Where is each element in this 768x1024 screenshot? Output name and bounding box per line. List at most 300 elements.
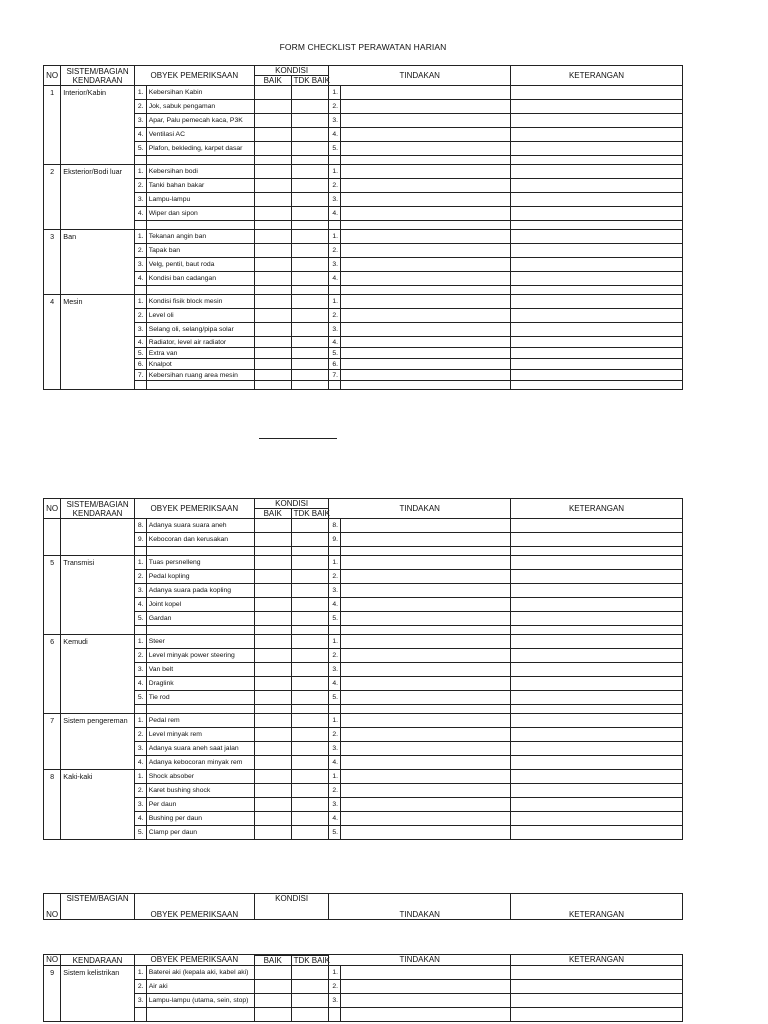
tindakan-cell[interactable] bbox=[341, 295, 511, 309]
header-kondisi: KONDISI bbox=[254, 499, 329, 509]
tdk-baik-cell[interactable] bbox=[291, 165, 329, 179]
table-row: 3. Selang oli, selang/pipa solar 3. bbox=[44, 323, 683, 337]
baik-cell[interactable] bbox=[254, 165, 291, 179]
tindakan-cell[interactable] bbox=[341, 980, 511, 994]
header-sistem: SISTEM/BAGIAN KENDARAAN bbox=[61, 66, 135, 86]
keterangan-cell[interactable] bbox=[511, 128, 683, 142]
tindakan-cell[interactable] bbox=[341, 179, 511, 193]
tindakan-cell[interactable] bbox=[341, 584, 511, 598]
item-label: Kebersihan ruang area mesin bbox=[146, 370, 254, 381]
header-keterangan: KETERANGAN bbox=[511, 894, 683, 920]
baik-cell[interactable] bbox=[254, 258, 291, 272]
baik-cell[interactable] bbox=[254, 742, 291, 756]
item-label: Adanya suara pada kopling bbox=[146, 584, 254, 598]
tdk-baik-cell[interactable] bbox=[291, 770, 329, 784]
baik-cell[interactable] bbox=[254, 714, 291, 728]
tdk-baik-cell[interactable] bbox=[291, 966, 329, 980]
keterangan-cell[interactable] bbox=[511, 966, 683, 980]
tindakan-cell[interactable] bbox=[341, 370, 511, 381]
tindakan-cell[interactable] bbox=[341, 193, 511, 207]
keterangan-cell[interactable] bbox=[511, 770, 683, 784]
section-name: Ban bbox=[61, 230, 135, 295]
table-row: 3. Per daun 3. bbox=[44, 798, 683, 812]
keterangan-cell[interactable] bbox=[511, 584, 683, 598]
table-row: 3. Apar, Palu pemecah kaca, P3K 3. bbox=[44, 114, 683, 128]
tindakan-cell[interactable] bbox=[341, 207, 511, 221]
item-label: Tekanan angin ban bbox=[146, 230, 254, 244]
table-row: 5 Transmisi 1. Tuas persnelleng 1. bbox=[44, 556, 683, 570]
baik-cell[interactable] bbox=[254, 994, 291, 1008]
tdk-baik-cell[interactable] bbox=[291, 323, 329, 337]
baik-cell[interactable] bbox=[254, 114, 291, 128]
tdk-baik-cell[interactable] bbox=[291, 193, 329, 207]
keterangan-cell[interactable] bbox=[511, 272, 683, 286]
tdk-baik-cell[interactable] bbox=[291, 114, 329, 128]
tindakan-cell[interactable] bbox=[341, 826, 511, 840]
table-row: 4. Radiator, level air radiator 4. bbox=[44, 337, 683, 348]
keterangan-cell[interactable] bbox=[511, 812, 683, 826]
tindakan-cell[interactable] bbox=[341, 165, 511, 179]
keterangan-cell[interactable] bbox=[511, 728, 683, 742]
section-no: 7 bbox=[44, 714, 61, 770]
baik-cell[interactable] bbox=[254, 142, 291, 156]
tdk-baik-cell[interactable] bbox=[291, 295, 329, 309]
tindakan-cell[interactable] bbox=[341, 798, 511, 812]
section-name: Eksterior/Bodi luar bbox=[61, 165, 135, 230]
tdk-baik-cell[interactable] bbox=[291, 714, 329, 728]
header-tdk-baik: TDK BAIK bbox=[291, 509, 329, 519]
tindakan-cell[interactable] bbox=[341, 570, 511, 584]
checklist-table-3 bbox=[43, 955, 684, 1024]
table-row: 4. Bushing per daun 4. bbox=[44, 812, 683, 826]
keterangan-cell[interactable] bbox=[511, 612, 683, 626]
tdk-baik-cell[interactable] bbox=[291, 980, 329, 994]
table-row: 4. Joint kopel 4. bbox=[44, 598, 683, 612]
tindakan-cell[interactable] bbox=[341, 258, 511, 272]
item-label: Lampu-lampu (utama, sein, stop) bbox=[146, 994, 254, 1008]
section-no: 2 bbox=[44, 165, 61, 230]
baik-cell[interactable] bbox=[254, 570, 291, 584]
keterangan-cell[interactable] bbox=[511, 100, 683, 114]
spacer-row bbox=[44, 705, 683, 714]
item-label: Kondisi fisik block mesin bbox=[146, 295, 254, 309]
keterangan-cell[interactable] bbox=[511, 207, 683, 221]
keterangan-cell[interactable] bbox=[511, 244, 683, 258]
keterangan-cell[interactable] bbox=[511, 348, 683, 359]
tindakan-cell[interactable] bbox=[341, 635, 511, 649]
section-no: 8 bbox=[44, 770, 61, 840]
baik-cell[interactable] bbox=[254, 812, 291, 826]
baik-cell[interactable] bbox=[254, 649, 291, 663]
tindakan-cell[interactable] bbox=[341, 742, 511, 756]
section-name: Kaki-kaki bbox=[61, 770, 135, 840]
header-kondisi: KONDISI bbox=[254, 66, 329, 76]
keterangan-cell[interactable] bbox=[511, 756, 683, 770]
tindakan-cell[interactable] bbox=[341, 519, 511, 533]
tindakan-cell[interactable] bbox=[341, 128, 511, 142]
keterangan-cell[interactable] bbox=[511, 980, 683, 994]
baik-cell[interactable] bbox=[254, 323, 291, 337]
tindakan-cell[interactable] bbox=[341, 556, 511, 570]
page-title: FORM CHECKLIST PERAWATAN HARIAN bbox=[279, 42, 447, 52]
tdk-baik-cell[interactable] bbox=[291, 230, 329, 244]
tdk-baik-cell[interactable] bbox=[291, 756, 329, 770]
table-row: 5. Clamp per daun 5. bbox=[44, 826, 683, 840]
table-row: 7. Kebersihan ruang area mesin 7. bbox=[44, 370, 683, 381]
item-label: Adanya suara suara aneh bbox=[146, 519, 254, 533]
table-row: 5. Extra van 5. bbox=[44, 348, 683, 359]
baik-cell[interactable] bbox=[254, 244, 291, 258]
keterangan-cell[interactable] bbox=[511, 114, 683, 128]
tindakan-cell[interactable] bbox=[341, 598, 511, 612]
keterangan-cell[interactable] bbox=[511, 649, 683, 663]
keterangan-cell[interactable] bbox=[511, 309, 683, 323]
keterangan-cell[interactable] bbox=[511, 598, 683, 612]
table-row bbox=[44, 1008, 683, 1022]
tdk-baik-cell[interactable] bbox=[291, 677, 329, 691]
tdk-baik-cell[interactable] bbox=[291, 784, 329, 798]
tindakan-cell[interactable] bbox=[341, 663, 511, 677]
table-row: 2. Air aki 2. bbox=[44, 980, 683, 994]
tdk-baik-cell[interactable] bbox=[291, 533, 329, 547]
table-row: 9 Sistem kelistrikan 1. Baterei aki (kepala aki, kabel aki) 1. bbox=[44, 966, 683, 980]
tindakan-cell[interactable] bbox=[341, 533, 511, 547]
table-row: 2. Tanki bahan bakar 2. bbox=[44, 179, 683, 193]
item-label: Knalpot bbox=[146, 359, 254, 370]
baik-cell[interactable] bbox=[254, 272, 291, 286]
keterangan-cell[interactable] bbox=[511, 519, 683, 533]
keterangan-cell[interactable] bbox=[511, 337, 683, 348]
table-row: 2 Eksterior/Bodi luar 1. Kebersihan bodi 1. bbox=[44, 165, 683, 179]
item-label: Velg, pentil, baut roda bbox=[146, 258, 254, 272]
table-row: 3. Velg, pentil, baut roda 3. bbox=[44, 258, 683, 272]
keterangan-cell[interactable] bbox=[511, 323, 683, 337]
item-label: Selang oli, selang/pipa solar bbox=[146, 323, 254, 337]
section-name: Kemudi bbox=[61, 635, 135, 714]
tdk-baik-cell[interactable] bbox=[291, 244, 329, 258]
keterangan-cell[interactable] bbox=[511, 165, 683, 179]
table-row: 2. Level minyak rem 2. bbox=[44, 728, 683, 742]
table-row: 3. Van belt 3. bbox=[44, 663, 683, 677]
tindakan-cell[interactable] bbox=[341, 100, 511, 114]
item-label: Karet bushing shock bbox=[146, 784, 254, 798]
tindakan-cell[interactable] bbox=[341, 770, 511, 784]
item-label: Clamp per daun bbox=[146, 826, 254, 840]
header-tindakan: TINDAKAN bbox=[329, 499, 511, 519]
item-label: Shock absober bbox=[146, 770, 254, 784]
baik-cell[interactable] bbox=[254, 691, 291, 705]
tindakan-cell[interactable] bbox=[341, 756, 511, 770]
section-no: 6 bbox=[44, 635, 61, 714]
item-label: Pedal kopling bbox=[146, 570, 254, 584]
tindakan-cell[interactable] bbox=[341, 994, 511, 1008]
item-label: Jok, sabuk pengaman bbox=[146, 100, 254, 114]
tindakan-cell[interactable] bbox=[341, 142, 511, 156]
table-row: 2. Jok, sabuk pengaman 2. bbox=[44, 100, 683, 114]
section-no: 1 bbox=[44, 86, 61, 165]
tindakan-cell[interactable] bbox=[341, 784, 511, 798]
header-no: NO bbox=[44, 66, 61, 86]
baik-cell[interactable] bbox=[254, 784, 291, 798]
tdk-baik-cell[interactable] bbox=[291, 128, 329, 142]
tindakan-cell[interactable] bbox=[341, 337, 511, 348]
tdk-baik-cell[interactable] bbox=[291, 798, 329, 812]
header-keterangan: KETERANGAN bbox=[511, 955, 683, 966]
tdk-baik-cell[interactable] bbox=[291, 142, 329, 156]
baik-cell[interactable] bbox=[254, 128, 291, 142]
item-label: Kondisi ban cadangan bbox=[146, 272, 254, 286]
keterangan-cell[interactable] bbox=[511, 714, 683, 728]
tdk-baik-cell[interactable] bbox=[291, 370, 329, 381]
header-sistem: SISTEM/BAGIAN KENDARAAN bbox=[61, 499, 135, 519]
item-label: Lampu-lampu bbox=[146, 193, 254, 207]
tdk-baik-cell[interactable] bbox=[291, 86, 329, 100]
baik-cell[interactable] bbox=[254, 179, 291, 193]
tindakan-cell[interactable] bbox=[341, 244, 511, 258]
item-label: Bushing per daun bbox=[146, 812, 254, 826]
baik-cell[interactable] bbox=[254, 966, 291, 980]
tindakan-cell[interactable] bbox=[341, 114, 511, 128]
table-row: 4. Wiper dan sipon 4. bbox=[44, 207, 683, 221]
checklist-table-2 bbox=[43, 498, 683, 840]
baik-cell[interactable] bbox=[254, 370, 291, 381]
tdk-baik-cell[interactable] bbox=[291, 994, 329, 1008]
baik-cell[interactable] bbox=[254, 207, 291, 221]
baik-cell[interactable] bbox=[254, 756, 291, 770]
tdk-baik-cell[interactable] bbox=[291, 337, 329, 348]
spacer-row bbox=[44, 156, 683, 165]
header-tindakan: TINDAKAN bbox=[329, 66, 511, 86]
baik-cell[interactable] bbox=[254, 295, 291, 309]
item-label: Extra van bbox=[146, 348, 254, 359]
keterangan-cell[interactable] bbox=[511, 295, 683, 309]
table-row: 3. Adanya suara pada kopling 3. bbox=[44, 584, 683, 598]
item-label: Tapak ban bbox=[146, 244, 254, 258]
header-tindakan: TINDAKAN bbox=[329, 955, 511, 966]
keterangan-cell[interactable] bbox=[511, 370, 683, 381]
table-row: 3. Lampu-lampu (utama, sein, stop) 3. bbox=[44, 994, 683, 1008]
section-no: 5 bbox=[44, 556, 61, 635]
table-row: 2. Tapak ban 2. bbox=[44, 244, 683, 258]
header-no: NO bbox=[44, 955, 61, 966]
header-keterangan: KETERANGAN bbox=[511, 499, 683, 519]
keterangan-cell[interactable] bbox=[511, 663, 683, 677]
keterangan-cell[interactable] bbox=[511, 570, 683, 584]
section-no bbox=[44, 519, 61, 556]
table-row: 6. Knalpot 6. bbox=[44, 359, 683, 370]
tindakan-cell[interactable] bbox=[341, 649, 511, 663]
table-row: 5. Gardan 5. bbox=[44, 612, 683, 626]
keterangan-cell[interactable] bbox=[511, 193, 683, 207]
spacer-row bbox=[44, 221, 683, 230]
tdk-baik-cell[interactable] bbox=[291, 519, 329, 533]
tindakan-cell[interactable] bbox=[341, 677, 511, 691]
baik-cell[interactable] bbox=[254, 980, 291, 994]
section-name: Sistem pengereman bbox=[61, 714, 135, 770]
keterangan-cell[interactable] bbox=[511, 556, 683, 570]
item-label: Ventilasi AC bbox=[146, 128, 254, 142]
item-label: Van belt bbox=[146, 663, 254, 677]
table-row: 3. Adanya suara aneh saat jalan 3. bbox=[44, 742, 683, 756]
baik-cell[interactable] bbox=[254, 519, 291, 533]
section-no: 4 bbox=[44, 295, 61, 390]
header-baik: BAIK bbox=[254, 956, 291, 966]
tdk-baik-cell[interactable] bbox=[291, 100, 329, 114]
keterangan-cell[interactable] bbox=[511, 533, 683, 547]
keterangan-cell[interactable] bbox=[511, 826, 683, 840]
baik-cell[interactable] bbox=[254, 728, 291, 742]
baik-cell[interactable] bbox=[254, 100, 291, 114]
table-row: 3 Ban 1. Tekanan angin ban 1. bbox=[44, 230, 683, 244]
keterangan-cell[interactable] bbox=[511, 635, 683, 649]
tindakan-cell[interactable] bbox=[341, 230, 511, 244]
keterangan-cell[interactable] bbox=[511, 677, 683, 691]
tindakan-cell[interactable] bbox=[341, 812, 511, 826]
baik-cell[interactable] bbox=[254, 86, 291, 100]
tdk-baik-cell[interactable] bbox=[291, 258, 329, 272]
tdk-baik-cell[interactable] bbox=[291, 635, 329, 649]
keterangan-cell[interactable] bbox=[511, 179, 683, 193]
tdk-baik-cell[interactable] bbox=[291, 598, 329, 612]
table-row: 5. Plafon, bekleding, karpet dasar 5. bbox=[44, 142, 683, 156]
table-row: 4. Draglink 4. bbox=[44, 677, 683, 691]
baik-cell[interactable] bbox=[254, 663, 291, 677]
table-row: 2. Karet bushing shock 2. bbox=[44, 784, 683, 798]
header-no: NO bbox=[44, 499, 61, 519]
item-label: Air aki bbox=[146, 980, 254, 994]
baik-cell[interactable] bbox=[254, 770, 291, 784]
tdk-baik-cell[interactable] bbox=[291, 826, 329, 840]
baik-cell[interactable] bbox=[254, 556, 291, 570]
table-row: 3. Lampu-lampu 3. bbox=[44, 193, 683, 207]
keterangan-cell[interactable] bbox=[511, 691, 683, 705]
table-row: 4 Mesin 1. Kondisi fisik block mesin 1. bbox=[44, 295, 683, 309]
tdk-baik-cell[interactable] bbox=[291, 348, 329, 359]
tindakan-cell[interactable] bbox=[341, 309, 511, 323]
table-row: 2. Pedal kopling 2. bbox=[44, 570, 683, 584]
keterangan-cell[interactable] bbox=[511, 359, 683, 370]
checklist-table-1 bbox=[43, 65, 683, 390]
item-label: Baterei aki (kepala aki, kabel aki) bbox=[146, 966, 254, 980]
baik-cell[interactable] bbox=[254, 337, 291, 348]
item-label: Apar, Palu pemecah kaca, P3K bbox=[146, 114, 254, 128]
table-row: 2. Level oli 2. bbox=[44, 309, 683, 323]
tindakan-cell[interactable] bbox=[341, 272, 511, 286]
baik-cell[interactable] bbox=[254, 798, 291, 812]
tdk-baik-cell[interactable] bbox=[291, 691, 329, 705]
tdk-baik-cell[interactable] bbox=[291, 812, 329, 826]
header-obyek: OBYEK PEMERIKSAAN bbox=[134, 955, 254, 966]
tindakan-cell[interactable] bbox=[341, 323, 511, 337]
tindakan-cell[interactable] bbox=[341, 86, 511, 100]
item-label: Joint kopel bbox=[146, 598, 254, 612]
keterangan-cell[interactable] bbox=[511, 742, 683, 756]
keterangan-cell[interactable] bbox=[511, 784, 683, 798]
header-tdk-baik: TDK BAIK bbox=[291, 956, 329, 966]
page-separator bbox=[259, 438, 337, 439]
table-row: 4. Adanya kebocoran minyak rem 4. bbox=[44, 756, 683, 770]
tindakan-cell[interactable] bbox=[341, 714, 511, 728]
keterangan-cell[interactable] bbox=[511, 258, 683, 272]
table-row: 4. Kondisi ban cadangan 4. bbox=[44, 272, 683, 286]
table-row: 6 Kemudi 1. Steer 1. bbox=[44, 635, 683, 649]
header-obyek: OBYEK PEMERIKSAAN bbox=[134, 499, 254, 519]
tdk-baik-cell[interactable] bbox=[291, 728, 329, 742]
baik-cell[interactable] bbox=[254, 677, 291, 691]
table-row: 1 Interior/Kabin 1. Kebersihan Kabin 1. bbox=[44, 86, 683, 100]
item-label: Pedal rem bbox=[146, 714, 254, 728]
baik-cell[interactable] bbox=[254, 193, 291, 207]
tdk-baik-cell[interactable] bbox=[291, 272, 329, 286]
header-sistem: SISTEM/BAGIAN bbox=[61, 894, 135, 920]
baik-cell[interactable] bbox=[254, 359, 291, 370]
baik-cell[interactable] bbox=[254, 230, 291, 244]
tdk-baik-cell[interactable] bbox=[291, 584, 329, 598]
baik-cell[interactable] bbox=[254, 348, 291, 359]
baik-cell[interactable] bbox=[254, 635, 291, 649]
tdk-baik-cell[interactable] bbox=[291, 649, 329, 663]
tdk-baik-cell[interactable] bbox=[291, 556, 329, 570]
table-row: 8. Adanya suara suara aneh 8. bbox=[44, 519, 683, 533]
tindakan-cell[interactable] bbox=[341, 612, 511, 626]
tindakan-cell[interactable] bbox=[341, 728, 511, 742]
item-label: Wiper dan sipon bbox=[146, 207, 254, 221]
item-label: Kebocoran dan kerusakan bbox=[146, 533, 254, 547]
tindakan-cell[interactable] bbox=[341, 966, 511, 980]
tindakan-cell[interactable] bbox=[341, 359, 511, 370]
baik-cell[interactable] bbox=[254, 826, 291, 840]
item-label: Level minyak power steering bbox=[146, 649, 254, 663]
spacer-row bbox=[44, 626, 683, 635]
baik-cell[interactable] bbox=[254, 533, 291, 547]
section-no: 9 bbox=[44, 966, 61, 1022]
tdk-baik-cell[interactable] bbox=[291, 612, 329, 626]
item-label: Radiator, level air radiator bbox=[146, 337, 254, 348]
baik-cell[interactable] bbox=[254, 612, 291, 626]
tdk-baik-cell[interactable] bbox=[291, 359, 329, 370]
table-row: 2. Level minyak power steering 2. bbox=[44, 649, 683, 663]
tdk-baik-cell[interactable] bbox=[291, 207, 329, 221]
section-name: Mesin bbox=[61, 295, 135, 390]
tdk-baik-cell[interactable] bbox=[291, 663, 329, 677]
tindakan-cell[interactable] bbox=[341, 691, 511, 705]
table-3-header-top-fragment bbox=[43, 893, 684, 919]
item-label: Level minyak rem bbox=[146, 728, 254, 742]
keterangan-cell[interactable] bbox=[511, 86, 683, 100]
header-sistem: KENDARAAN bbox=[61, 955, 135, 966]
baik-cell[interactable] bbox=[254, 584, 291, 598]
header-tindakan: TINDAKAN bbox=[329, 894, 511, 920]
tdk-baik-cell[interactable] bbox=[291, 179, 329, 193]
section-name: Interior/Kabin bbox=[61, 86, 135, 165]
keterangan-cell[interactable] bbox=[511, 798, 683, 812]
keterangan-cell[interactable] bbox=[511, 230, 683, 244]
spacer-row bbox=[44, 547, 683, 556]
tdk-baik-cell[interactable] bbox=[291, 570, 329, 584]
section-name: Transmisi bbox=[61, 556, 135, 635]
baik-cell[interactable] bbox=[254, 598, 291, 612]
keterangan-cell[interactable] bbox=[511, 994, 683, 1008]
baik-cell[interactable] bbox=[254, 309, 291, 323]
item-label: Tie rod bbox=[146, 691, 254, 705]
tdk-baik-cell[interactable] bbox=[291, 309, 329, 323]
header-baik: BAIK bbox=[254, 76, 291, 86]
table-row: 9. Kebocoran dan kerusakan 9. bbox=[44, 533, 683, 547]
item-label: Draglink bbox=[146, 677, 254, 691]
tindakan-cell[interactable] bbox=[341, 348, 511, 359]
tdk-baik-cell[interactable] bbox=[291, 742, 329, 756]
keterangan-cell[interactable] bbox=[511, 142, 683, 156]
